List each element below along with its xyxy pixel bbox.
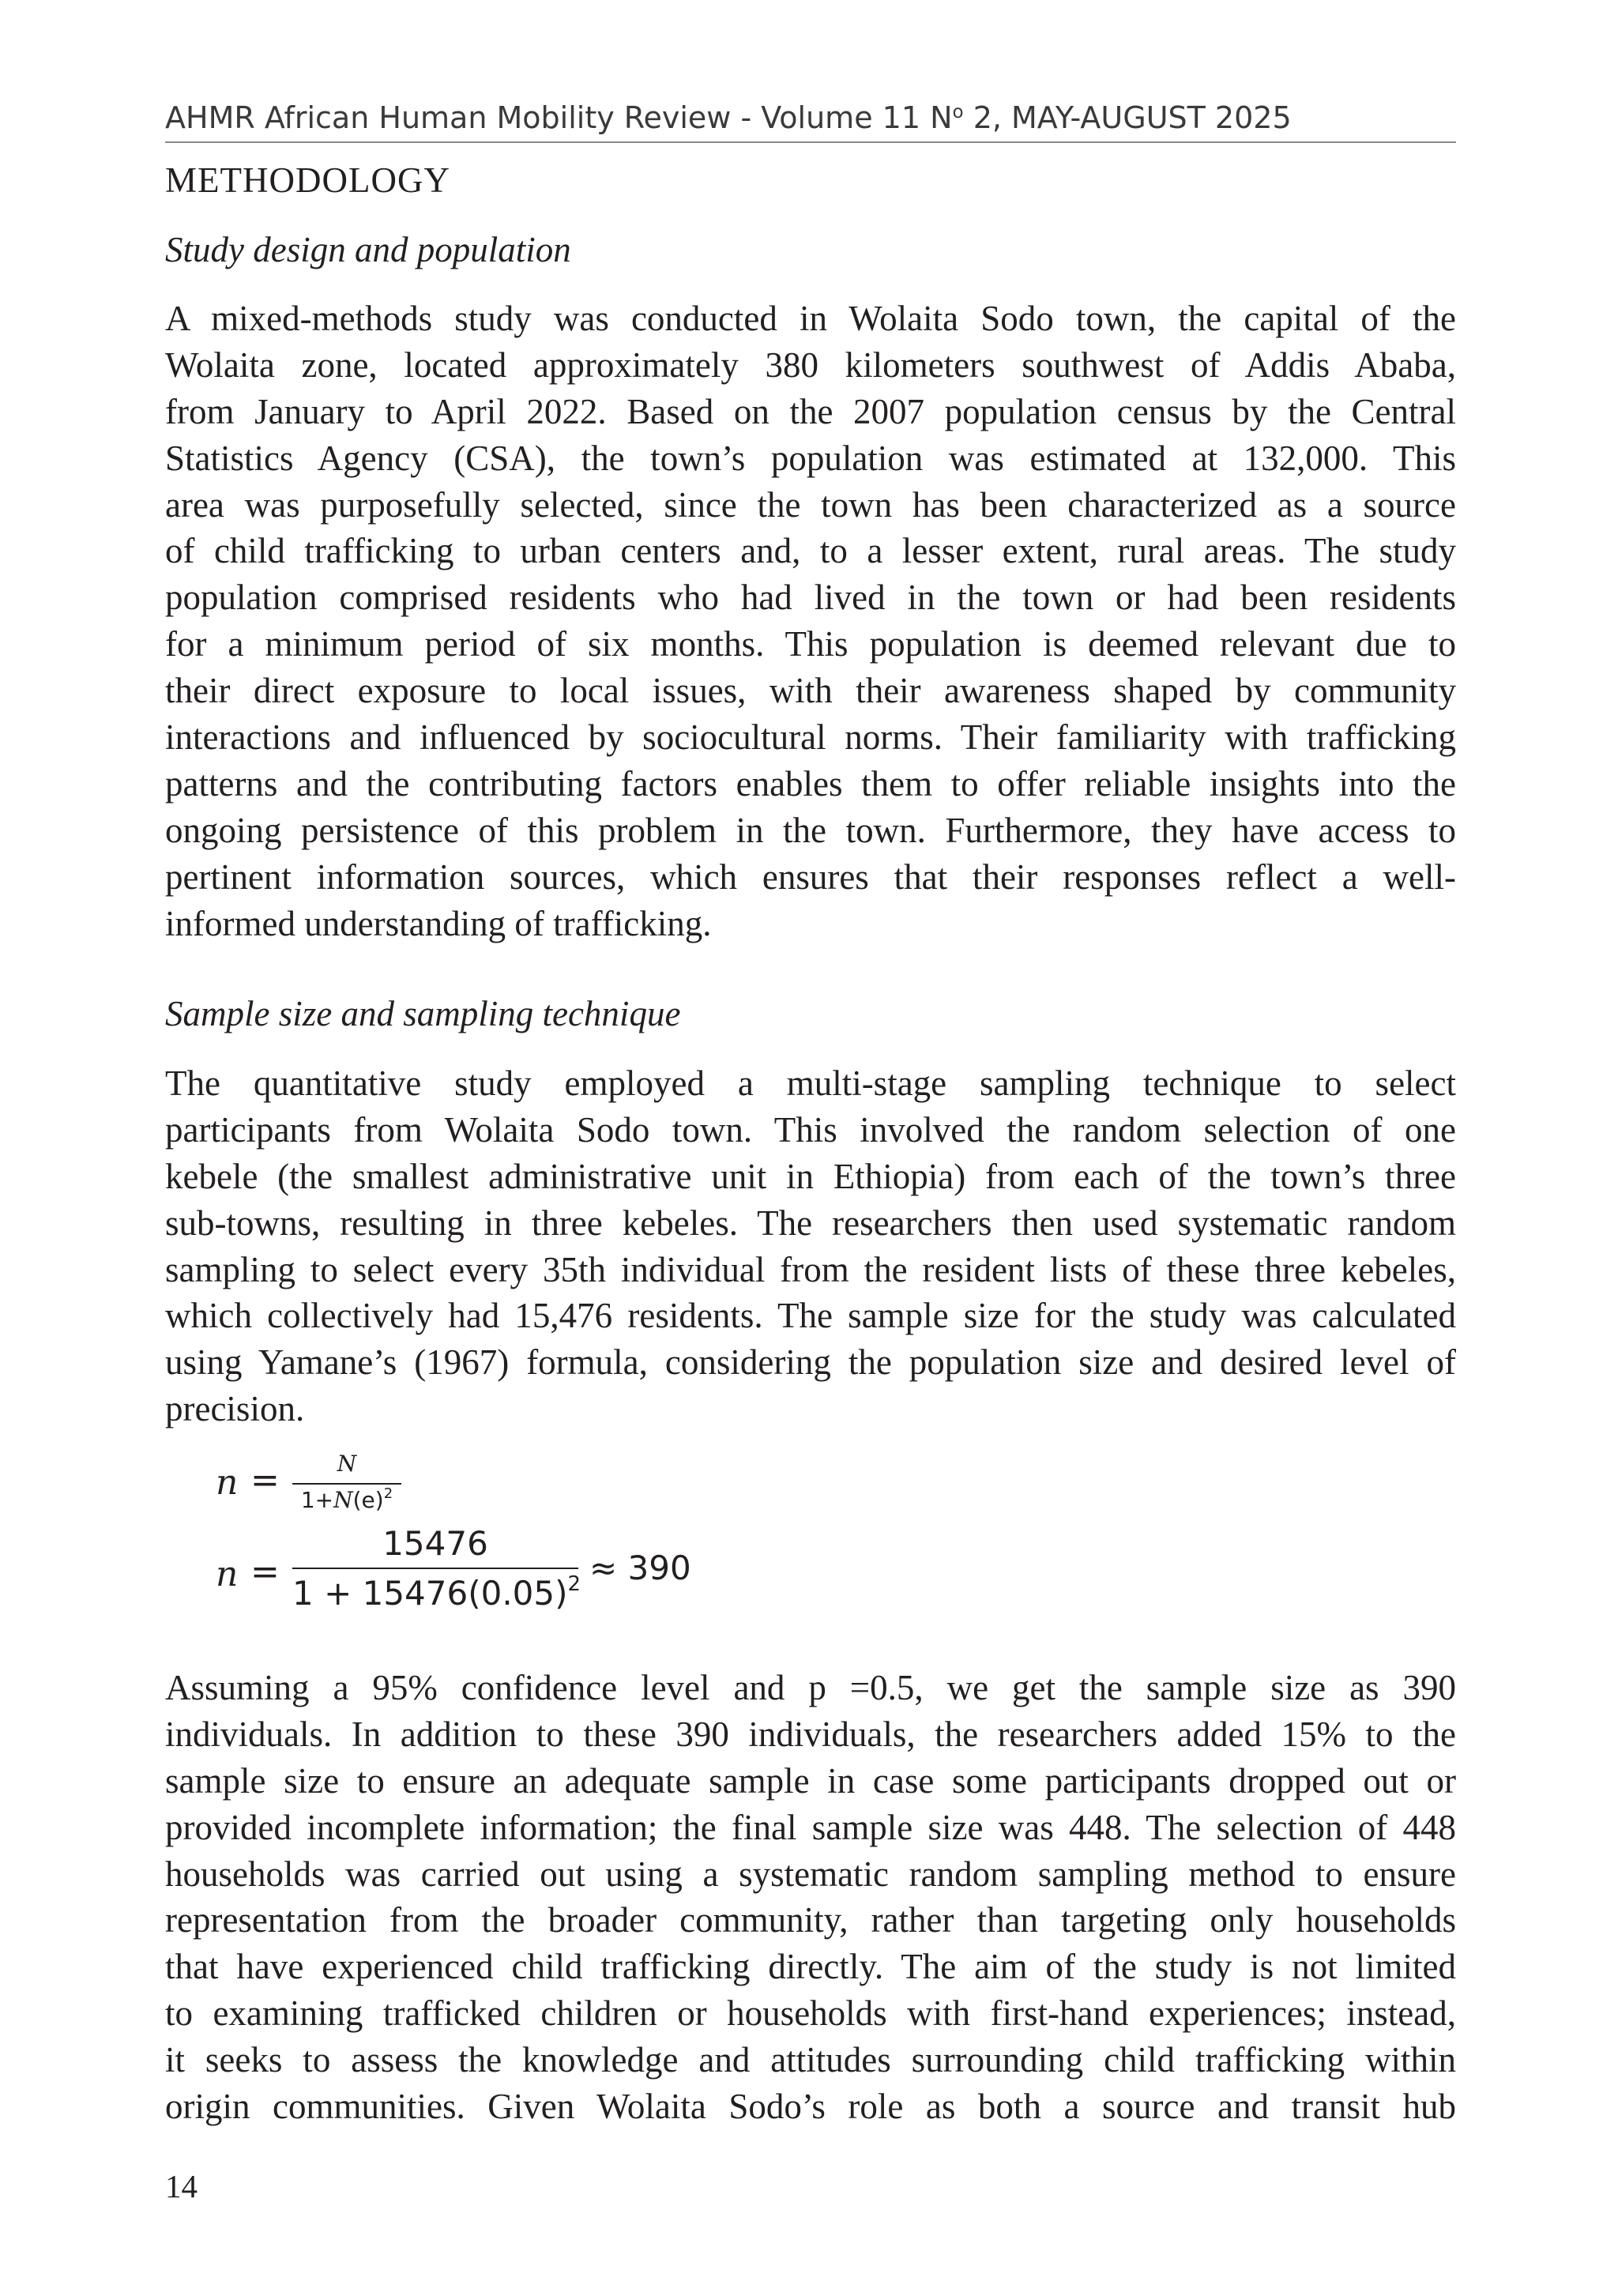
text-line: representation from the broader community, rather than targeting only households — [165, 1900, 1456, 1940]
text-line: participants from Wolaita Sodo town. This involved the random selection of one — [165, 1109, 1456, 1150]
den-exponent: 2 — [383, 1485, 393, 1502]
formula-result: ≈ 390 — [589, 1549, 691, 1587]
running-head-superscript: o — [952, 102, 964, 122]
text-line: kebele (the smallest administrative unit in Ethiopia) from each of the town’s three — [165, 1156, 1456, 1196]
section-title: METHODOLOGY — [165, 160, 450, 200]
text-line: that have experienced child trafficking directly. The aim of the study is not limited — [165, 1947, 1456, 1987]
formula-lhs: n — [216, 1554, 239, 1594]
running-head — [165, 96, 1456, 139]
running-head-prefix: AHMR African Human Mobility Review - Volume 11 N — [165, 100, 953, 135]
paragraph-sampling — [165, 1060, 1456, 1432]
text-line: origin communities. Given Wolaita Sodo’s role as both a source and transit hub — [165, 2087, 1456, 2127]
subsection-heading-sample-size: Sample size and sampling technique — [165, 994, 681, 1033]
text-line: Statistics Agency (CSA), the town’s population was estimated at 132,000. This — [165, 438, 1456, 478]
den-part: 1+ — [300, 1487, 334, 1513]
text-line: precision. — [165, 1389, 305, 1429]
text-line: pertinent information sources, which ensures that their responses reflect a well- — [165, 856, 1456, 897]
running-head-suffix: 2, MAY-AUGUST 2025 — [963, 100, 1292, 135]
text-line: sampling to select every 35th individual from the resident lists of these three kebeles, — [165, 1249, 1456, 1289]
text-line: A mixed-methods study was conducted in Wolaita Sodo town, the capital of the — [165, 299, 1456, 338]
text-line: Assuming a 95% confidence level and p =0.5, we get the sample size as 390 — [165, 1668, 1456, 1707]
text-line: informed understanding of trafficking. — [165, 903, 712, 943]
text-line: area was purposefully selected, since the town has been characterized as a source — [165, 484, 1456, 525]
paragraph-sample-result — [165, 1665, 1456, 2130]
formula-equals: = — [250, 1460, 280, 1500]
formula-numerator: 15476 — [382, 1524, 488, 1563]
den-exponent: 2 — [567, 1572, 581, 1596]
text-line: ongoing persistence of this problem in the town. Furthermore, they have access to — [165, 810, 1456, 850]
text-line: provided incomplete information; the final sample size was 448. The selection of 448 — [165, 1807, 1456, 1847]
den-variable: N — [333, 1487, 353, 1513]
formula-denominator — [292, 1572, 581, 1613]
paragraph-study-design — [165, 295, 1456, 947]
text-line: of child trafficking to urban centers and, to a lesser extent, rural areas. The study — [165, 531, 1456, 571]
text-line: Wolaita zone, located approximately 380 kilometers southwest of Addis Ababa, — [165, 344, 1456, 385]
text-line: sample size to ensure an adequate sample in case some participants dropped out or — [165, 1760, 1456, 1801]
text-line: which collectively had 15,476 residents. The sample size for the study was calculated — [165, 1296, 1456, 1336]
text-line: using Yamane’s (1967) formula, considering the population size and desired level of — [165, 1342, 1456, 1383]
formula-lhs: n — [216, 1462, 239, 1503]
text-line: individuals. In addition to these 390 individuals, the researchers added 15% to the — [165, 1714, 1456, 1754]
formula-numerator: N — [337, 1451, 357, 1477]
subsection-heading-study-design: Study design and population — [165, 230, 571, 269]
text-line: households was carried out using a systematic random sampling method to ensure — [165, 1854, 1456, 1894]
text-line: to examining trafficked children or households with first-hand experiences; instead, — [165, 1993, 1456, 2034]
formula-denominator — [292, 1487, 401, 1514]
text-line: their direct exposure to local issues, with their awareness shaped by community — [165, 671, 1456, 711]
text-line: sub-towns, resulting in three kebeles. The researchers then used systematic random — [165, 1203, 1456, 1243]
text-line: The quantitative study employed a multi-stage sampling technique to select — [165, 1063, 1456, 1103]
text-line: interactions and influenced by sociocultural norms. Their familiarity with trafficking — [165, 717, 1456, 758]
formula-equals: = — [250, 1552, 280, 1592]
header-rule — [165, 141, 1456, 143]
fraction-bar — [292, 1483, 401, 1485]
text-line: patterns and the contributing factors enables them to offer reliable insights into the — [165, 763, 1456, 804]
text-line: it seeks to assess the knowledge and attitudes surrounding child trafficking within — [165, 2040, 1456, 2080]
fraction-bar — [292, 1568, 578, 1569]
page-number: 14 — [165, 2168, 198, 2204]
text-line: from January to April 2022. Based on the 2007 population census by the Central — [165, 391, 1456, 431]
den-part: 1 + 15476(0.05) — [292, 1574, 568, 1613]
text-line: for a minimum period of six months. This population is deemed relevant due to — [165, 624, 1456, 664]
den-part: (e) — [352, 1487, 384, 1513]
text-line: population comprised residents who had lived in the town or had been residents — [165, 578, 1456, 618]
